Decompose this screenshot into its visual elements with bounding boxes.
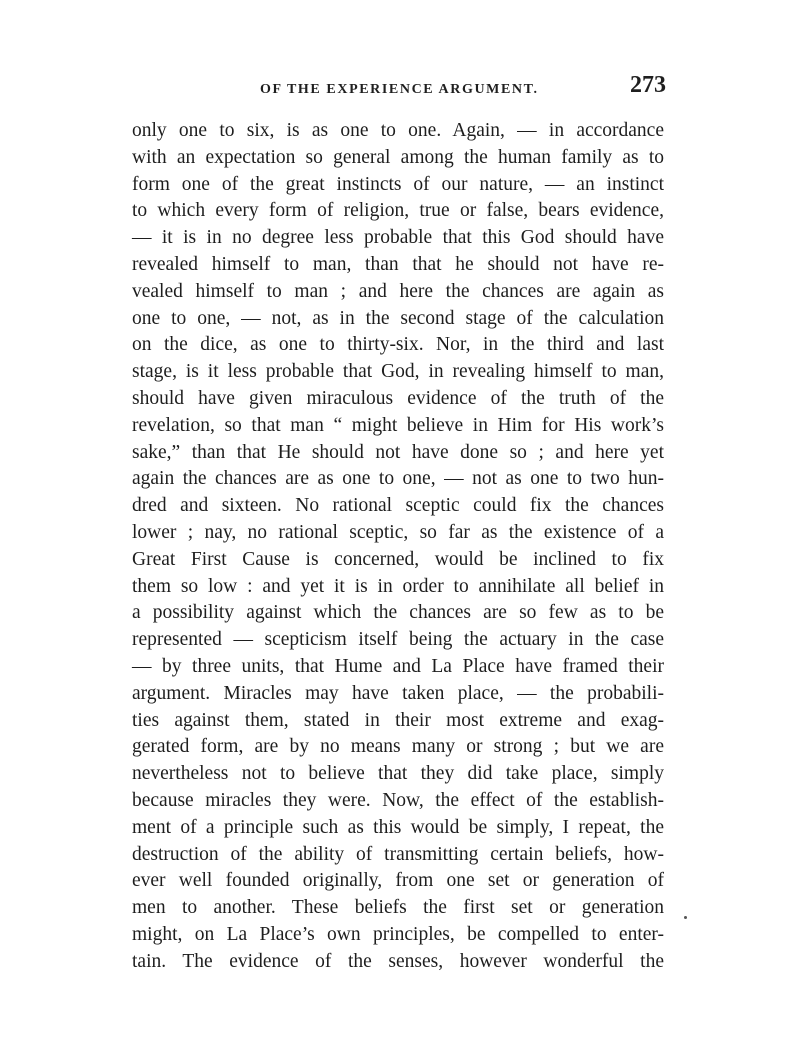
- text-line: form one of the great instincts of our nature, — an instinct: [132, 173, 664, 195]
- text-line: ever well founded originally, from one set or generation of: [132, 870, 664, 892]
- text-line: gerated form, are by no means many or strong ; but we are: [132, 736, 664, 758]
- text-line: tain. The evidence of the senses, however wonderful the: [132, 950, 664, 972]
- text-line: on the dice, as one to thirty-six. Nor, in the third and last: [132, 334, 664, 356]
- text-line: revelation, so that man “ might believe in Him for His work’s: [132, 414, 664, 436]
- text-line: a possibility against which the chances are so few as to be: [132, 602, 664, 624]
- running-head: [130, 72, 666, 106]
- running-title: OF THE EXPERIENCE ARGUMENT.: [260, 82, 539, 97]
- text-line: — it is in no degree less probable that this God should have: [132, 227, 664, 249]
- text-line: again the chances are as one to one, — not as one to two hun-: [132, 468, 664, 490]
- text-line: vealed himself to man ; and here the chances are again as: [132, 280, 664, 302]
- text-line: them so low : and yet it is in order to annihilate all belief in: [132, 575, 664, 597]
- text-line: should have given miraculous evidence of the truth of the: [132, 387, 664, 409]
- ink-speck: [684, 916, 687, 919]
- text-line: one to one, — not, as in the second stage of the calculation: [132, 307, 664, 329]
- text-line: represented — scepticism itself being the actuary in the case: [132, 629, 664, 651]
- text-line: men to another. These beliefs the first set or generation: [132, 897, 664, 919]
- text-line: dred and sixteen. No rational sceptic could fix the chances: [132, 495, 664, 517]
- text-line: lower ; nay, no rational sceptic, so far as the existence of a: [132, 521, 664, 543]
- text-line: — by three units, that Hume and La Place have framed their: [132, 655, 664, 677]
- page-number: 273: [630, 72, 666, 98]
- text-line: Great First Cause is concerned, would be inclined to fix: [132, 548, 664, 570]
- text-line: revealed himself to man, than that he should not have re-: [132, 253, 664, 275]
- text-line: nevertheless not to believe that they did take place, simply: [132, 763, 664, 785]
- text-line: ment of a principle such as this would be simply, I repeat, the: [132, 816, 664, 838]
- body-text: [132, 118, 664, 976]
- text-line: argument. Miracles may have taken place, — the probabili-: [132, 682, 664, 704]
- text-line: destruction of the ability of transmitting certain beliefs, how-: [132, 843, 664, 865]
- text-line: because miracles they were. Now, the effect of the establish-: [132, 789, 664, 811]
- text-line: to which every form of religion, true or false, bears evidence,: [132, 200, 664, 222]
- text-line: with an expectation so general among the human family as to: [132, 146, 664, 168]
- text-line: ties against them, stated in their most extreme and exag-: [132, 709, 664, 731]
- text-line: sake,” than that He should not have done so ; and here yet: [132, 441, 664, 463]
- text-line: stage, is it less probable that God, in revealing himself to man,: [132, 361, 664, 383]
- text-line: might, on La Place’s own principles, be compelled to enter-: [132, 923, 664, 945]
- text-line: only one to six, is as one to one. Again, — in accordance: [132, 120, 664, 141]
